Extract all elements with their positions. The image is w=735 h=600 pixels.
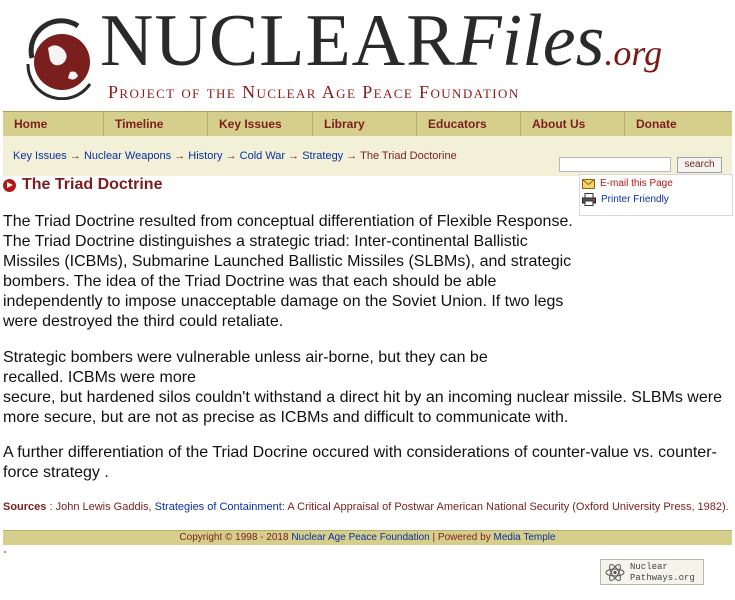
footer-powered: | Powered by (429, 532, 494, 543)
sources-book-link[interactable]: Strategies of Containment (154, 501, 282, 513)
breadcrumb-separator: → (174, 150, 186, 162)
breadcrumb (13, 150, 457, 162)
search-input[interactable] (559, 157, 671, 172)
breadcrumb-separator: → (346, 150, 358, 162)
article-paragraph: The Triad Doctrine resulted from conceptual differentiation of Flexible Response. The Triad Doctrine distinguishes a strategic triad: Inter-continental Ballistic Missiles (ICBMs), Submarine Launched Ballistic Missiles (SLBMs), and strategic bombers. The idea of the Triad Doctrine was that each should be able independently to impose unacceptable damage on the Soviet Union. If two legs were destroyed the third could retaliate. (3, 213, 573, 330)
search-button[interactable]: search (677, 157, 722, 173)
printer-icon (582, 193, 596, 206)
breadcrumb-separator: → (225, 150, 237, 162)
logo-wordmark: NUCLEARFiles.org (100, 0, 663, 82)
globe-logo-icon (18, 14, 104, 100)
nav-home[interactable]: Home (3, 112, 104, 136)
breadcrumb-separator: → (69, 150, 81, 162)
nav-timeline[interactable]: Timeline (104, 112, 208, 136)
page-tools (579, 174, 733, 216)
nav-donate[interactable]: Donate (636, 117, 677, 131)
sources-label: Sources (3, 501, 47, 513)
footer-copyright: Copyright © 1998 - 2018 (179, 532, 292, 543)
breadcrumb-separator: → (288, 150, 300, 162)
breadcrumb-nuclear-weapons[interactable]: Nuclear Weapons (83, 150, 172, 162)
email-page-label: E-mail this Page (600, 178, 673, 189)
nav-key-issues[interactable]: Key Issues (208, 112, 313, 136)
paragraph-line: Strategic bombers were vulnerable unless air-borne, but they can be (3, 349, 488, 366)
paragraph-line: recalled. ICBMs were more (3, 369, 196, 386)
article-paragraph (3, 348, 728, 428)
printer-friendly-label: Printer Friendly (601, 194, 669, 205)
printer-friendly-link[interactable] (582, 193, 669, 206)
badge-line2: Pathways.org (630, 573, 695, 583)
badge-text (630, 562, 695, 584)
breadcrumb-strategy[interactable]: Strategy (302, 150, 344, 162)
arrow-right-icon (3, 179, 16, 192)
article-paragraph: A further differentiation of the Triad Docrine occured with considerations of counter-value vs. counter-force strategy . (3, 444, 717, 481)
email-page-link[interactable] (582, 178, 673, 189)
sources (3, 500, 733, 515)
breadcrumb-history[interactable]: History (188, 150, 223, 162)
divider-dot (4, 551, 6, 553)
nav-about-us[interactable]: About Us (521, 112, 625, 136)
footer (3, 530, 732, 545)
sources-rest: : A Critical Appraisal of Postwar American National Security (Oxford University Press, 1982). (281, 501, 729, 513)
main-nav (3, 111, 732, 137)
envelope-icon (582, 179, 595, 189)
nav-library[interactable]: Library (313, 112, 417, 136)
page-title-text: The Triad Doctrine (22, 176, 163, 193)
footer-org-link[interactable]: Nuclear Age Peace Foundation (291, 532, 430, 543)
breadcrumb-current: The Triad Doctorine (360, 150, 457, 162)
badge-line1: Nuclear (630, 562, 668, 572)
paragraph-line: secure, but hardened silos couldn't withstand a direct hit by an incoming nuclear missile. SLBMs were more secure, but are not as precise as ICBMs and difficult to communicate with. (3, 389, 722, 426)
breadcrumb-key-issues[interactable]: Key Issues (13, 150, 67, 162)
breadcrumb-cold-war[interactable]: Cold War (239, 150, 286, 162)
nav-educators[interactable]: Educators (417, 112, 521, 136)
atom-icon (604, 563, 626, 582)
nuclear-pathways-badge[interactable] (600, 559, 704, 585)
footer-host-link[interactable]: Media Temple (493, 532, 556, 543)
page-title (3, 176, 162, 194)
site-logo[interactable] (14, 0, 724, 110)
sources-author: : John Lewis Gaddis, (46, 501, 155, 513)
logo-subtitle: Project of the Nuclear Age Peace Foundation (108, 82, 520, 102)
